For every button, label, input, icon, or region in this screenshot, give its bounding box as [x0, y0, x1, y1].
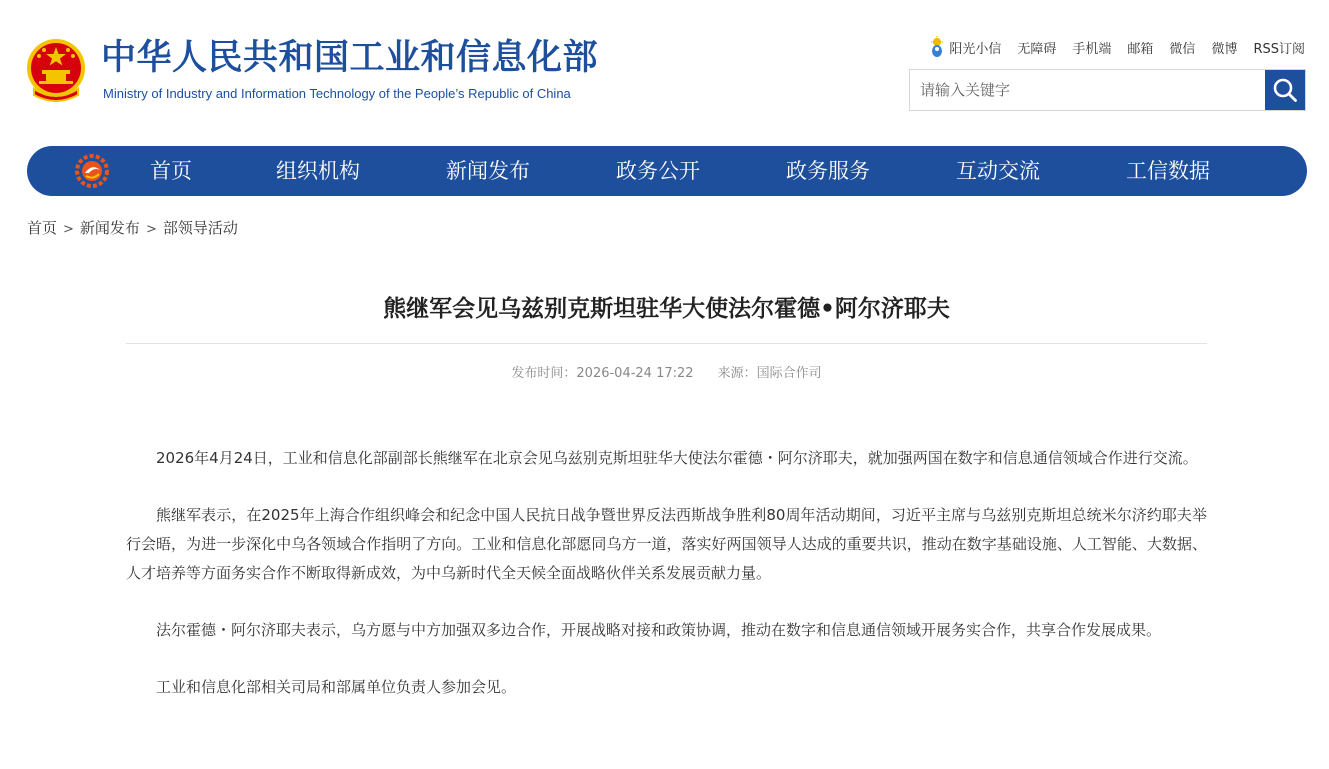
top-links-bar	[929, 36, 1305, 58]
toplink-sunshine[interactable]	[929, 36, 1001, 58]
main-nav	[27, 146, 1307, 196]
site-subtitle-en: Ministry of Industry and Information Technology of the People’s Republic of China	[103, 86, 571, 101]
site-title: 中华人民共和国工业和信息化部	[101, 38, 599, 78]
toplink-accessibility[interactable]: 无障碍	[1017, 41, 1057, 57]
search-box	[909, 69, 1306, 111]
publish-time: 2026-04-24 17:22	[576, 366, 694, 381]
toplink-wechat[interactable]: 微信	[1169, 41, 1196, 57]
toplink-mobile[interactable]: 手机端	[1072, 41, 1112, 57]
article-paragraph: 工业和信息化部相关司局和部属单位负责人参加会见。	[156, 678, 517, 696]
toplink-weibo[interactable]: 微博	[1211, 41, 1238, 57]
nav-item-data[interactable]: 工信数据	[1126, 159, 1210, 183]
nav-item-government-affairs[interactable]: 政务公开	[616, 159, 700, 183]
sun-mascot-icon	[929, 36, 945, 58]
breadcrumb	[27, 217, 238, 238]
breadcrumb-news[interactable]: 新闻发布	[79, 219, 140, 237]
breadcrumb-home[interactable]: 首页	[27, 219, 58, 237]
article-paragraph: 法尔霍德・阿尔济耶夫表示，乌方愿与中方加强双多边合作，开展战略对接和政策协调，推动在数字和信息通信领域开展务实合作，共享合作发展成果。	[156, 621, 1162, 639]
article-body	[126, 444, 1207, 730]
toplink-label: 阳光小信	[949, 41, 1002, 57]
nav-item-home[interactable]: 首页	[150, 159, 192, 183]
publish-time-label: 发布时间：	[511, 366, 577, 381]
breadcrumb-separator: >	[63, 222, 74, 237]
nav-item-news[interactable]: 新闻发布	[446, 159, 530, 183]
article-title: 熊继军会见乌兹别克斯坦驻华大使法尔霍德•阿尔济耶夫	[383, 296, 950, 322]
title-divider	[126, 343, 1207, 344]
nav-item-organization[interactable]: 组织机构	[276, 159, 360, 183]
breadcrumb-leader-activities[interactable]: 部领导活动	[162, 219, 238, 237]
article-paragraph: 2026年4月24日，工业和信息化部副部长熊继军在北京会见乌兹别克斯坦驻华大使法尔霍德・阿尔济耶夫，就加强两国在数字和信息通信领域合作进行交流。	[156, 449, 1198, 467]
toplink-rss[interactable]: RSS订阅	[1253, 41, 1305, 57]
gear-logo-icon[interactable]	[75, 154, 109, 188]
search-icon	[1272, 77, 1298, 103]
article-meta	[126, 362, 1207, 381]
source-label: 来源：	[717, 366, 757, 381]
source-value: 国际合作司	[756, 366, 822, 381]
search-input[interactable]	[910, 70, 1265, 110]
article-paragraph: 熊继军表示，在2025年上海合作组织峰会和纪念中国人民抗日战争暨世界反法西斯战争胜利80周年活动期间，习近平主席与乌兹别克斯坦总统米尔济约耶夫举行会晤，为进一步深化中乌各领域合作指明了方向。工业和信息化部愿同乌方一道，落实好两国领导人达成的重要共识，推动在数字基础设施、人工智能、大数据、人才培养等方面务实合作不断取得新成效，为中乌新时代全天候全面战略伙伴关系发展贡献力量。	[126, 506, 1207, 582]
nav-item-services[interactable]: 政务服务	[786, 159, 870, 183]
toplink-mail[interactable]: 邮箱	[1127, 41, 1154, 57]
search-button[interactable]	[1265, 70, 1305, 110]
breadcrumb-separator: >	[145, 222, 157, 237]
nav-item-interaction[interactable]: 互动交流	[956, 159, 1040, 183]
national-emblem-logo[interactable]	[24, 37, 88, 105]
